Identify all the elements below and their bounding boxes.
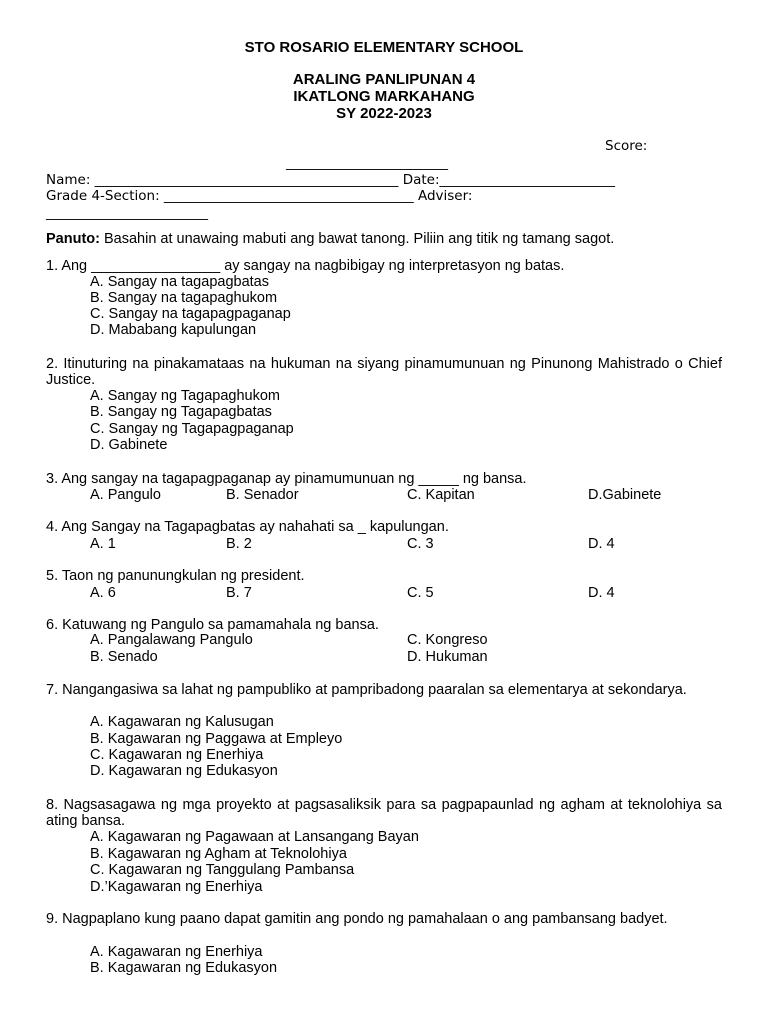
q6-option-a: A. Pangalawang Pangulo xyxy=(90,632,253,648)
q7-option-b: B. Kagawaran ng Paggawa at Empleyo xyxy=(90,731,343,747)
score-line: ________________________ xyxy=(286,155,448,171)
q5-option-c: C. 5 xyxy=(407,585,434,601)
q1-option-c: C. Sangay na tagapagpaganap xyxy=(90,306,291,322)
q8-option-b: B. Kagawaran ng Agham at Teknolohiya xyxy=(90,846,347,862)
instructions-label: Panuto: xyxy=(46,231,100,247)
q4-option-c: C. 3 xyxy=(407,536,434,552)
instructions xyxy=(46,231,614,248)
q4-option-b: B. 2 xyxy=(226,536,252,552)
question-1: 1. Ang ________________ ay sangay na nagbibigay ng interpretasyon ng batas. xyxy=(46,258,565,274)
q9-option-b: B. Kagawaran ng Edukasyon xyxy=(90,960,278,976)
q8-option-d: D.’Kagawaran ng Enerhiya xyxy=(90,879,263,895)
q8-option-a: A. Kagawaran ng Pagawaan at Lansangang Bayan xyxy=(90,829,419,845)
q8-option-c: C. Kagawaran ng Tanggulang Pambansa xyxy=(90,862,355,878)
school-year: SY 2022-2023 xyxy=(336,105,432,122)
q2-option-b: B. Sangay ng Tagapagbatas xyxy=(90,404,272,420)
q2-option-a: A. Sangay ng Tagapaghukom xyxy=(90,388,280,404)
q9-option-a: A. Kagawaran ng Enerhiya xyxy=(90,944,263,960)
quarter-title: IKATLONG MARKAHANG xyxy=(293,88,475,105)
q3-option-d: D.Gabinete xyxy=(588,487,662,503)
q7-option-d: D. Kagawaran ng Edukasyon xyxy=(90,763,278,779)
q4-option-d: D. 4 xyxy=(588,536,615,552)
name-date-line: Name: _____________________________________________ Date:__________________________ xyxy=(46,172,616,188)
question-4: 4. Ang Sangay na Tagapagbatas ay nahahati sa _ kapulungan. xyxy=(46,519,449,535)
question-9: 9. Nagpaplano kung paano dapat gamitin ang pondo ng pamahalaan o ang pambansang badyet. xyxy=(46,911,668,927)
instructions-text: Basahin at unawaing mabuti ang bawat tanong. Piliin ang titik ng tamang sagot. xyxy=(99,231,615,247)
question-8: 8. Nagsasagawa ng mga proyekto at pagsasaliksik para sa pagpapaunlad ng agham at teknolohiya sa ating bansa. xyxy=(46,797,722,829)
question-6: 6. Katuwang ng Pangulo sa pamamahala ng bansa. xyxy=(46,617,379,633)
q5-option-d: D. 4 xyxy=(588,585,615,601)
question-7: 7. Nangangasiwa sa lahat ng pampubliko at pampribadong paaralan sa elementarya at sekondarya. xyxy=(46,682,687,698)
grade-adviser-line: Grade 4-Section: _____________________________________ Adviser: xyxy=(46,188,473,204)
q6-option-d: D. Hukuman xyxy=(407,649,488,665)
subject-title: ARALING PANLIPUNAN 4 xyxy=(292,71,476,88)
q7-option-a: A. Kagawaran ng Kalusugan xyxy=(90,714,274,730)
question-3: 3. Ang sangay na tagapagpaganap ay pinamumunuan ng _____ ng bansa. xyxy=(46,471,527,487)
q3-option-b: B. Senador xyxy=(226,487,299,503)
q1-option-d: D. Mababang kapulungan xyxy=(90,322,257,338)
q1-option-a: A. Sangay na tagapagbatas xyxy=(90,274,269,290)
q7-option-c: C. Kagawaran ng Enerhiya xyxy=(90,747,264,763)
q3-option-c: C. Kapitan xyxy=(407,487,475,503)
q4-option-a: A. 1 xyxy=(90,536,116,552)
q5-option-b: B. 7 xyxy=(226,585,252,601)
q6-option-c: C. Kongreso xyxy=(407,632,488,648)
q2-option-d: D. Gabinete xyxy=(90,437,168,453)
q6-option-b: B. Senado xyxy=(90,649,158,665)
q5-option-a: A. 6 xyxy=(90,585,116,601)
q1-option-b: B. Sangay na tagapaghukom xyxy=(90,290,278,306)
question-5: 5. Taon ng panunungkulan ng president. xyxy=(46,568,305,584)
school-name: STO ROSARIO ELEMENTARY SCHOOL xyxy=(244,39,524,56)
question-2: 2. Itinuturing na pinakamataas na hukuman na siyang pinamumunuan ng Pinunong Mahistrado o Chief Justice. xyxy=(46,356,722,388)
score-label: Score: xyxy=(605,138,648,154)
q2-option-c: C. Sangay ng Tagapagpaganap xyxy=(90,421,294,437)
q3-option-a: A. Pangulo xyxy=(90,487,161,503)
adviser-line: ________________________ xyxy=(46,205,208,221)
